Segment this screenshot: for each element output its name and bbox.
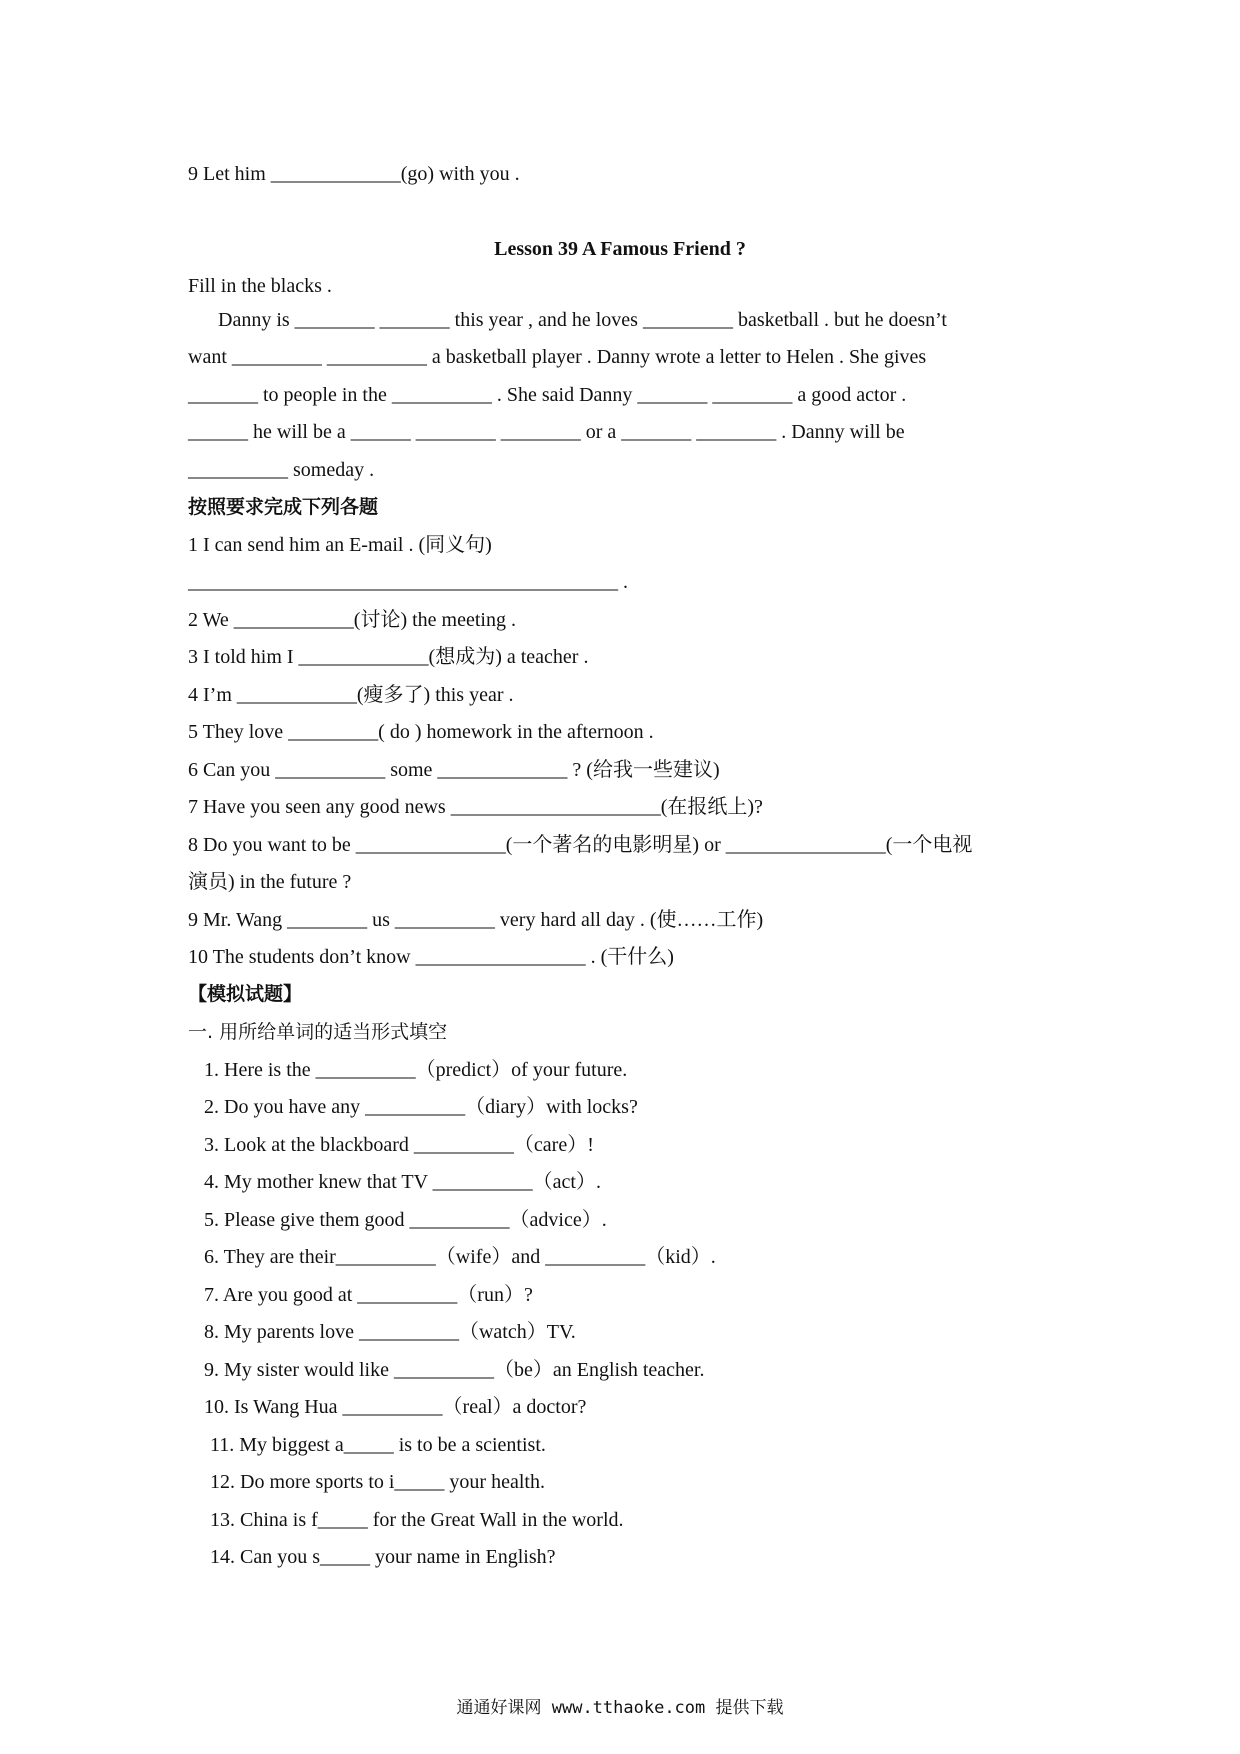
exercise-item: 7. Are you good at __________（run）? [204, 1284, 533, 1306]
exercise-item: 5. Please give them good __________（advice）. [204, 1209, 607, 1231]
exercise-item: 10 The students don’t know _________________ . (干什么) [188, 946, 674, 968]
paragraph-line: __________ someday . [188, 459, 375, 481]
paragraph-line: ______ he will be a ______ ________ ________ or a _______ ________ . Danny will be [188, 421, 905, 443]
exercise-item: 2 We ____________(讨论) the meeting . [188, 609, 516, 631]
exercise-item: 11. My biggest a_____ is to be a scientist. [210, 1434, 546, 1456]
lesson-title: Lesson 39 A Famous Friend ? [494, 238, 746, 260]
exercise-item: 8 Do you want to be _______________(一个著名的电影明星) or ________________(一个电视 [188, 834, 973, 856]
paragraph-line: Danny is ________ _______ this year , and he loves _________ basketball . but he doesn’t [218, 309, 947, 331]
exercise-item: 6 Can you ___________ some _____________ ? (给我一些建议) [188, 759, 720, 781]
mock-subheading: 一. 用所给单词的适当形式填空 [188, 1021, 448, 1043]
instruction: Fill in the blacks . [188, 275, 332, 297]
exercise-item: 12. Do more sports to i_____ your health. [210, 1471, 545, 1493]
mock-heading: 【模拟试题】 [188, 983, 303, 1005]
paragraph-line: want _________ __________ a basketball player . Danny wrote a letter to Helen . She gives [188, 346, 927, 368]
exercise-item: 9. My sister would like __________（be）an English teacher. [204, 1359, 705, 1381]
exercise-item: 10. Is Wang Hua __________（real）a doctor? [204, 1396, 587, 1418]
exercise-item: 13. China is f_____ for the Great Wall in the world. [210, 1509, 624, 1531]
exercise-item: 14. Can you s_____ your name in English? [210, 1546, 556, 1568]
answer-line: ___________________________________________ . [188, 571, 628, 593]
exercise-item: 2. Do you have any __________（diary）with locks? [204, 1096, 638, 1118]
section-heading: 按照要求完成下列各题 [188, 496, 379, 518]
exercise-item: 3 I told him I _____________(想成为) a teacher . [188, 646, 589, 668]
exercise-item: 8. My parents love __________（watch）TV. [204, 1321, 576, 1343]
exercise-item-continued: 演员) in the future ? [188, 871, 352, 893]
exercise-item: 9 Mr. Wang ________ us __________ very hard all day . (使……工作) [188, 909, 764, 931]
page-footer: 通通好课网 www.tthaoke.com 提供下载 [456, 1698, 784, 1718]
paragraph-line: _______ to people in the __________ . She said Danny _______ ________ a good actor . [188, 384, 907, 406]
exercise-item: 5 They love _________( do ) homework in the afternoon . [188, 721, 654, 743]
exercise-item: 4. My mother knew that TV __________（act）. [204, 1171, 601, 1193]
exercise-item: 6. They are their__________（wife）and __________（kid）. [204, 1246, 716, 1268]
exercise-item: 3. Look at the blackboard __________（care）! [204, 1134, 594, 1156]
exercise-item: 9 Let him _____________(go) with you . [188, 163, 520, 185]
exercise-item: 1. Here is the __________（predict）of your future. [204, 1059, 628, 1081]
exercise-item: 4 I’m ____________(瘦多了) this year . [188, 684, 514, 706]
exercise-item: 7 Have you seen any good news _____________________(在报纸上)? [188, 796, 763, 818]
exercise-item: 1 I can send him an E-mail . (同义句) [188, 534, 492, 556]
